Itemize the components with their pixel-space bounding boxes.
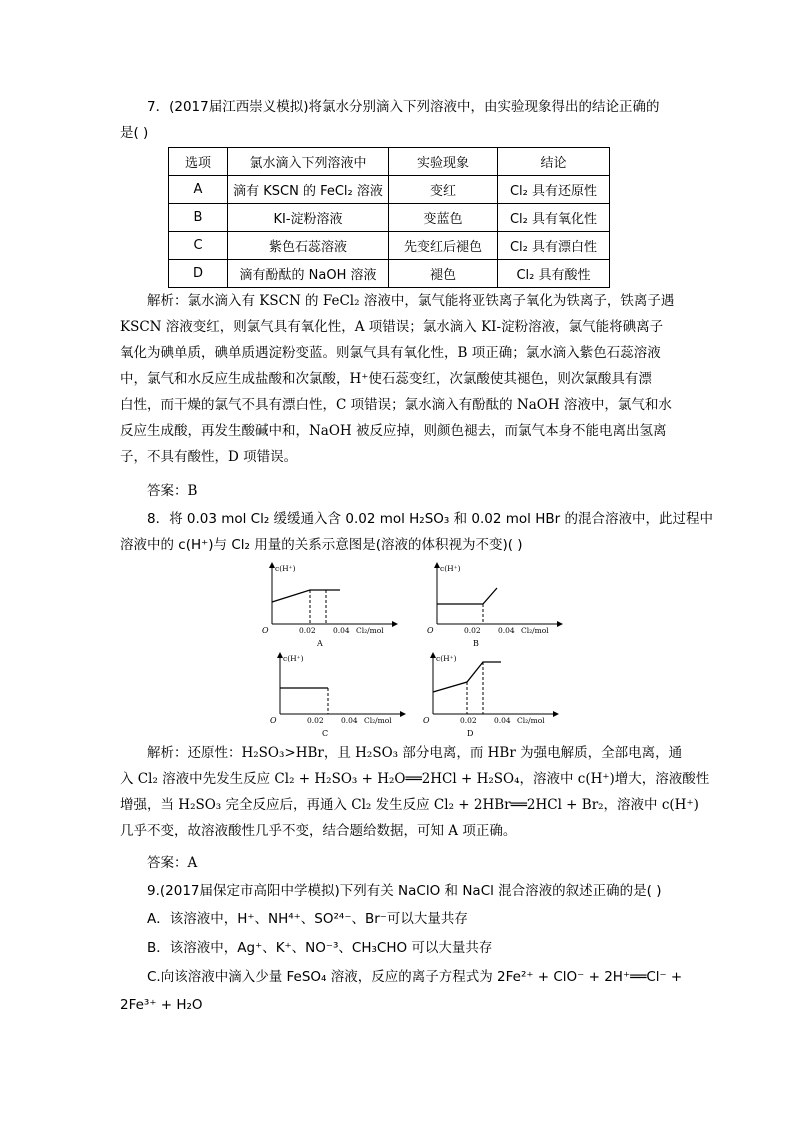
q9-stem: 9.(2017届保定市高阳中学模拟)下列有关 NaClO 和 NaCl 混合溶液的叙述正确的是( ) — [147, 883, 662, 899]
q7-analysis-line: 白性，而干燥的氯气不具有漂白性，C 项错误；氯水滴入有酚酞的 NaOH 溶液中，氯气和水 — [120, 397, 672, 413]
curve-line — [437, 588, 497, 604]
q9-option-b: B．该溶液中，Ag⁺、K⁺、NO⁻³、CH₃CHO 可以大量共存 — [147, 940, 493, 956]
q7-answer: 答案：B — [147, 483, 198, 499]
tick-label: 0.04 — [494, 716, 511, 725]
x-axis-label: Cl₂/mol — [517, 716, 545, 725]
table-cell: 褪色 — [389, 260, 498, 288]
table-header-row — [169, 148, 610, 176]
q8-analysis-line: 入 Cl₂ 溶液中先发生反应 Cl₂ + H₂SO₃ + H₂O══2HCl + H₂SO₄，溶液中 c(H⁺)增大，溶液酸性 — [120, 771, 710, 787]
q9-option-c-line2: 2Fe³⁺ + H₂O — [120, 997, 203, 1013]
table-cell: 变蓝色 — [389, 204, 498, 232]
table-cell: 紫色石蕊溶液 — [228, 232, 389, 260]
graph-label: C — [322, 729, 329, 738]
q8-stem-line2: 溶液中的 c(H⁺)与 Cl₂ 用量的关系示意图是(溶液的体积视为不变)( ) — [120, 537, 523, 553]
origin-label: O — [423, 716, 430, 725]
table-header-cell: 选项 — [169, 148, 228, 176]
x-axis-label: Cl₂/mol — [364, 716, 392, 725]
table-header-cell: 结论 — [498, 148, 610, 176]
q8-analysis-line: 几乎不变，故溶液酸性几乎不变，结合题给数据，可知 A 项正确。 — [120, 823, 517, 839]
q7-stem-line2: 是( ) — [120, 125, 149, 141]
x-axis-label: Cl₂/mol — [521, 626, 549, 635]
origin-label: O — [262, 626, 269, 635]
y-axis-label: c(H⁺) — [436, 654, 457, 663]
q9-option-c-line1: C.向该溶液中滴入少量 FeSO₄ 溶液，反应的离子方程式为 2Fe²⁺ + ClO⁻ + 2H⁺══Cl⁻ + — [147, 969, 683, 985]
tick-label: 0.04 — [333, 626, 350, 635]
table-row — [169, 176, 610, 204]
origin-label: O — [270, 716, 277, 725]
y-axis-label: c(H⁺) — [275, 564, 296, 573]
x-axis-label: Cl₂/mol — [356, 626, 384, 635]
q8-analysis-line: 解析：还原性：H₂SO₃>HBr，且 H₂SO₃ 部分电离，而 HBr 为强电解质，全部电离，通 — [147, 745, 683, 761]
table-row — [169, 232, 610, 260]
table-cell: B — [169, 204, 228, 232]
origin-label: O — [427, 626, 434, 635]
table-cell: Cl₂ 具有酸性 — [498, 260, 610, 288]
table-cell: C — [169, 232, 228, 260]
q7-analysis-line: 子，不具有酸性，D 项错误。 — [120, 449, 298, 465]
q7-analysis-line: 反应生成酸，再发生酸碱中和，NaOH 被反应掉，则颜色褪去，而氯气本身不能电离出氢离 — [120, 423, 667, 439]
table-cell: 滴有 KSCN 的 FeCl₂ 溶液 — [228, 176, 389, 204]
table-cell: D — [169, 260, 228, 288]
graph-label: D — [467, 729, 474, 738]
table-row — [169, 260, 610, 288]
table-row — [169, 204, 610, 232]
tick-label: 0.02 — [307, 716, 324, 725]
tick-label: 0.02 — [464, 626, 481, 635]
table-cell: A — [169, 176, 228, 204]
table-header-cell: 实验现象 — [389, 148, 498, 176]
tick-label: 0.02 — [299, 626, 316, 635]
q7-analysis-line: 解析：氯水滴入有 KSCN 的 FeCl₂ 溶液中，氯气能将亚铁离子氧化为铁离子，铁离子遇 — [147, 293, 675, 309]
table-cell: 先变红后褪色 — [389, 232, 498, 260]
table-cell: 滴有酚酞的 NaOH 溶液 — [228, 260, 389, 288]
q9-option-a: A．该溶液中，H⁺、NH⁴⁺、SO²⁴⁻、Br⁻可以大量共存 — [147, 911, 468, 927]
tick-label: 0.02 — [460, 716, 477, 725]
q7-analysis-line: KSCN 溶液变红，则氯气具有氧化性，A 项错误；氯水滴入 KI-淀粉溶液，氯气能将碘离子 — [120, 319, 664, 335]
table-cell: Cl₂ 具有漂白性 — [498, 232, 610, 260]
graph-a — [262, 560, 402, 652]
graph-label: A — [317, 639, 323, 648]
q8-analysis-line: 增强，当 H₂SO₃ 完全反应后，再通入 Cl₂ 发生反应 Cl₂ + 2HBr══2HCl + Br₂，溶液中 c(H⁺) — [120, 797, 699, 813]
q7-analysis-line: 中，氯气和水反应生成盐酸和次氯酸，H⁺使石蕊变红，次氯酸使其褪色，则次氯酸具有漂 — [120, 371, 652, 387]
curve-line — [272, 590, 340, 602]
table-cell: 变红 — [389, 176, 498, 204]
graph-d — [423, 650, 563, 742]
table-header-cell: 氯水滴入下列溶液中 — [228, 148, 389, 176]
graph-b — [427, 560, 567, 652]
graph-label: B — [473, 639, 479, 648]
tick-label: 0.04 — [341, 716, 358, 725]
y-axis-label: c(H⁺) — [440, 564, 461, 573]
y-axis-label: c(H⁺) — [283, 654, 304, 663]
table-cell: Cl₂ 具有氧化性 — [498, 204, 610, 232]
q7-stem-line1: 7．(2017届江西崇义模拟)将氯水分别滴入下列溶液中，由实验现象得出的结论正确的 — [147, 99, 660, 115]
q8-answer: 答案：A — [147, 855, 198, 871]
tick-label: 0.04 — [498, 626, 515, 635]
graph-c — [270, 650, 410, 742]
q8-stem-line1: 8．将 0.03 mol Cl₂ 缓缓通入含 0.02 mol H₂SO₃ 和 0.02 mol HBr 的混合溶液中，此过程中 — [147, 511, 713, 527]
table-cell: Cl₂ 具有还原性 — [498, 176, 610, 204]
q7-options-table — [168, 147, 610, 288]
table-cell: KI-淀粉溶液 — [228, 204, 389, 232]
q7-analysis-line: 氧化为碘单质，碘单质遇淀粉变蓝。则氯气具有氧化性，B 项正确；氯水滴入紫色石蕊溶液 — [120, 345, 661, 361]
